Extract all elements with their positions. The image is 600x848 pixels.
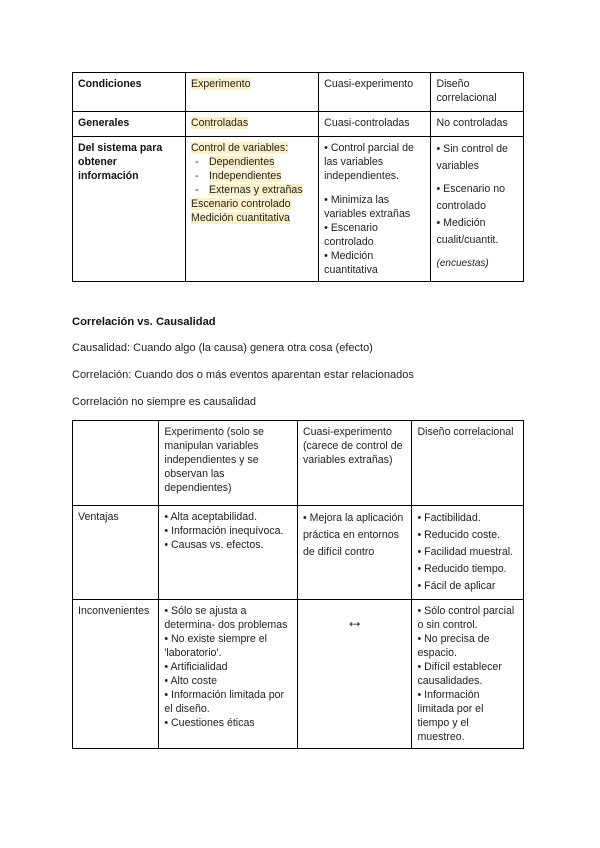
header-cuasi: Cuasi-experimento bbox=[319, 73, 431, 112]
cell-ventajas-experimento bbox=[159, 506, 298, 600]
conditions-table bbox=[72, 72, 524, 282]
cell-ventajas-correlacional bbox=[412, 506, 524, 600]
list-item: • Reducido tiempo. bbox=[417, 563, 507, 575]
list-item: • Información inequívoca. bbox=[164, 525, 284, 537]
header-empty bbox=[73, 421, 159, 506]
list-item: • Medición cualit/cuantit. bbox=[436, 217, 499, 246]
list-item: • Minimiza las variables extrañas bbox=[324, 194, 411, 220]
list-item: • Causas vs. efectos. bbox=[164, 539, 264, 551]
list-item: • Sin control de variables bbox=[436, 143, 508, 172]
row-label-generales: Generales bbox=[73, 112, 186, 137]
table-row bbox=[73, 137, 524, 282]
section-heading: Correlación vs. Causalidad bbox=[72, 316, 216, 328]
highlighted-text: Experimento bbox=[191, 78, 251, 90]
list-item: • No existe siempre el 'laboratorio'. bbox=[164, 633, 267, 659]
comparison-table bbox=[72, 420, 524, 749]
subitem-independientes: Independientes bbox=[209, 170, 282, 182]
row-label-sistema: Del sistema para obtener información bbox=[73, 137, 186, 282]
header-cuasi: Cuasi-experimento (carece de control de variables extrañas) bbox=[297, 421, 412, 506]
list-item: • Fácil de aplicar bbox=[417, 580, 496, 592]
subitem-dependientes: Dependientes bbox=[209, 156, 275, 168]
header-experimento: Experimento (solo se manipulan variables independientes y se observan las dependientes) bbox=[159, 421, 298, 506]
list-item: • Factibilidad. bbox=[417, 512, 481, 524]
control-title: Control de variables: bbox=[191, 142, 289, 154]
list-item: • Alta aceptabilidad. bbox=[164, 511, 258, 523]
cell-experimento-sistema bbox=[186, 137, 319, 282]
list-item: • Facilidad muestral. bbox=[417, 546, 514, 558]
medicion-cuantitativa: Medición cuantitativa bbox=[191, 212, 290, 224]
row-label-inconvenientes: Inconvenientes bbox=[73, 600, 159, 749]
cell-ventajas-cuasi: • Mejora la aplicación práctica en entornos de difícil contro bbox=[297, 506, 412, 600]
list-item: • Reducido coste. bbox=[417, 529, 501, 541]
cell-inconvenientes-correlacional bbox=[412, 600, 524, 749]
table-row bbox=[73, 112, 524, 137]
highlighted-text: Controladas bbox=[191, 117, 249, 129]
header-correlacional: Diseño correlacional bbox=[412, 421, 524, 506]
row-label-ventajas: Ventajas bbox=[73, 506, 159, 600]
subitem-externas: Externas y extrañas bbox=[209, 184, 303, 196]
header-condiciones: Condiciones bbox=[73, 73, 186, 112]
header-experimento bbox=[186, 73, 319, 112]
cell-experimento bbox=[186, 112, 319, 137]
list-item: • Alto coste bbox=[164, 675, 217, 687]
header-correlacional: Diseño correlacional bbox=[431, 73, 524, 112]
escenario-controlado: Escenario controlado bbox=[191, 198, 291, 210]
table-row bbox=[73, 73, 524, 112]
cell-inconvenientes-experimento bbox=[159, 600, 298, 749]
list-item: • Medición cuantitativa bbox=[324, 250, 378, 276]
list-item: • Escenario no controlado bbox=[436, 183, 505, 212]
list-item: • Control parcial de las variables independientes. bbox=[324, 142, 414, 182]
list-item: • Información limitada por el diseño. bbox=[164, 689, 285, 715]
paragraph-causalidad: Causalidad: Cuando algo (la causa) genera otra cosa (efecto) bbox=[72, 342, 373, 354]
list-item: • Cuestiones éticas bbox=[164, 717, 255, 729]
note-encuestas: (encuestas) bbox=[436, 258, 489, 269]
list-item: • Difícil establecer causalidades. bbox=[417, 661, 502, 687]
list-item: • Información limitada por el tiempo y el muestreo. bbox=[417, 689, 484, 743]
paragraph-correlacion: Correlación: Cuando dos o más eventos aparentan estar relacionados bbox=[72, 369, 414, 381]
paragraph-nota: Correlación no siempre es causalidad bbox=[72, 396, 257, 408]
table-row bbox=[73, 600, 524, 749]
table-row bbox=[73, 421, 524, 506]
table-row bbox=[73, 506, 524, 600]
list-item: • Sólo control parcial o sin control. bbox=[417, 605, 515, 631]
cell-cuasi: Cuasi-controladas bbox=[319, 112, 431, 137]
list-item: • No precisa de espacio. bbox=[417, 633, 490, 659]
list-item: • Sólo se ajusta a determina- dos problemas bbox=[164, 605, 288, 631]
list-item: • Escenario controlado bbox=[324, 222, 378, 248]
cell-cuasi-sistema bbox=[319, 137, 431, 282]
cell-correlacional-sistema bbox=[431, 137, 524, 282]
double-arrow-icon: ↔ bbox=[297, 600, 412, 749]
list-item: • Artificialidad bbox=[164, 661, 228, 673]
cell-correlacional: No controladas bbox=[431, 112, 524, 137]
